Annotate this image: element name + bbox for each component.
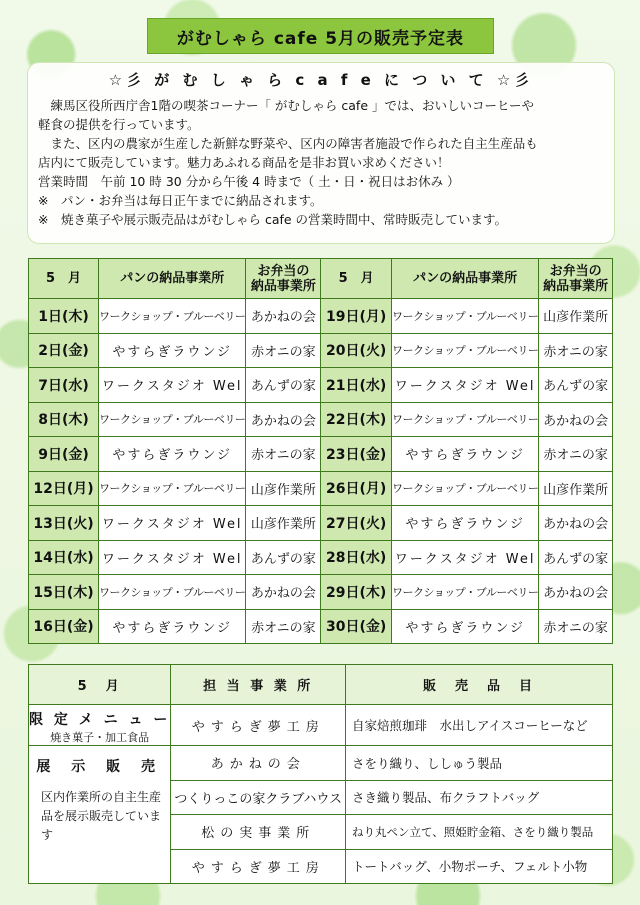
intro-line: 軽食の提供を行っています。	[38, 117, 200, 132]
office-cell: あかねの会	[171, 746, 346, 781]
bento-supplier-cell: あかねの会	[246, 299, 321, 334]
bread-supplier-cell: ワークスタジオ Wel	[391, 368, 538, 403]
bread-supplier-cell: ワークショップ・ブルーベリー	[99, 299, 246, 334]
intro-box	[27, 62, 615, 244]
items-cell: さき織り製品、布クラフトバッグ	[346, 780, 613, 815]
items-cell: さをり織り、ししゅう製品	[346, 746, 613, 781]
intro-line: 店内にて販売しています。魅力あふれる商品を是非お買い求めください！	[38, 155, 450, 170]
bento-supplier-cell: 山彦作業所	[246, 471, 321, 506]
bento-supplier-cell: 赤オニの家	[246, 609, 321, 644]
date-cell: 16日(金)	[29, 609, 99, 644]
date-cell: 15日(木)	[29, 575, 99, 610]
bread-supplier-cell: やすらぎラウンジ	[391, 437, 538, 472]
bento-supplier-cell: 赤オニの家	[539, 609, 613, 644]
date-cell: 9日(金)	[29, 437, 99, 472]
table-row	[29, 506, 613, 541]
table-row	[29, 746, 613, 781]
office-cell: 松の実事業所	[171, 815, 346, 850]
menu-header-row	[29, 665, 613, 705]
date-cell: 8日(木)	[29, 402, 99, 437]
bento-supplier-cell: 赤オニの家	[539, 333, 613, 368]
date-cell: 2日(金)	[29, 333, 99, 368]
table-row	[29, 705, 613, 746]
schedule-table	[28, 258, 613, 644]
bread-supplier-cell: ワークショップ・ブルーベリー	[99, 402, 246, 437]
menu-header-office: 担 当 事 業 所	[171, 665, 346, 705]
bento-supplier-cell: 赤オニの家	[246, 333, 321, 368]
bento-supplier-cell: 赤オニの家	[539, 437, 613, 472]
date-cell: 21日(水)	[321, 368, 392, 403]
bread-supplier-cell: やすらぎラウンジ	[99, 437, 246, 472]
table-row	[29, 575, 613, 610]
table-row	[29, 471, 613, 506]
date-cell: 23日(金)	[321, 437, 392, 472]
bento-supplier-cell: 山彦作業所	[246, 506, 321, 541]
limited-menu-label: 限 定 メ ニ ュ ー 焼き菓子・加工食品	[29, 705, 171, 746]
schedule-header-row	[29, 259, 613, 299]
items-cell: 自家焙煎珈琲 水出しアイスコーヒーなど	[346, 705, 613, 746]
bento-supplier-cell: あかねの会	[246, 575, 321, 610]
bento-supplier-cell: 山彦作業所	[539, 471, 613, 506]
intro-line: また、区内の農家が生産した新鮮な野菜や、区内の障害者施設で作られた自主生産品も	[50, 136, 538, 151]
bread-supplier-cell: ワークショップ・ブルーベリー	[391, 299, 538, 334]
bento-supplier-cell: あんずの家	[246, 540, 321, 575]
table-row	[29, 333, 613, 368]
header-month: 5 月	[29, 259, 99, 299]
menu-header-month: 5 月	[29, 665, 171, 705]
intro-heading: ☆彡 が む し ゃ ら c a f e に つ い て ☆彡	[108, 71, 534, 89]
bread-supplier-cell: ワークショップ・ブルーベリー	[99, 471, 246, 506]
bento-supplier-cell: 山彦作業所	[539, 299, 613, 334]
bento-supplier-cell: 赤オニの家	[246, 437, 321, 472]
table-row	[29, 609, 613, 644]
menu-header-items: 販 売 品 目	[346, 665, 613, 705]
date-cell: 1日(木)	[29, 299, 99, 334]
bento-supplier-cell: あかねの会	[246, 402, 321, 437]
bento-supplier-cell: あかねの会	[539, 575, 613, 610]
bread-supplier-cell: ワークスタジオ Wel	[99, 540, 246, 575]
bread-supplier-cell: やすらぎラウンジ	[391, 506, 538, 541]
header-bento: お弁当の 納品事業所	[246, 259, 321, 299]
bento-supplier-cell: あんずの家	[246, 368, 321, 403]
table-row	[29, 437, 613, 472]
bread-supplier-cell: ワークショップ・ブルーベリー	[99, 575, 246, 610]
office-cell: つくりっこの家クラブハウス	[171, 780, 346, 815]
page-title: がむしゃら cafe 5月の販売予定表	[147, 18, 494, 54]
bread-supplier-cell: ワークスタジオ Wel	[391, 540, 538, 575]
header-bread: パンの納品事業所	[99, 259, 246, 299]
bread-supplier-cell: ワークショップ・ブルーベリー	[391, 402, 538, 437]
bread-supplier-cell: やすらぎラウンジ	[99, 609, 246, 644]
date-cell: 14日(水)	[29, 540, 99, 575]
header-bento: お弁当の 納品事業所	[539, 259, 613, 299]
bread-supplier-cell: ワークスタジオ Wel	[99, 506, 246, 541]
date-cell: 29日(木)	[321, 575, 392, 610]
menu-table	[28, 664, 613, 884]
date-cell: 27日(火)	[321, 506, 392, 541]
header-bread: パンの納品事業所	[391, 259, 538, 299]
table-row	[29, 368, 613, 403]
intro-line: 練馬区役所西庁舎1階の喫茶コーナー「 がむしゃら cafe 」では、おいしいコーヒーや	[50, 98, 534, 113]
table-row	[29, 402, 613, 437]
header-month: 5 月	[321, 259, 392, 299]
bread-supplier-cell: やすらぎラウンジ	[391, 609, 538, 644]
date-cell: 28日(水)	[321, 540, 392, 575]
note-line: ※ パン・お弁当は毎日正午までに納品されます。	[38, 193, 323, 208]
exhibit-sale-label: 展 示 販 売 区内作業所の自主生産品を展示販売しています	[29, 746, 171, 884]
bread-supplier-cell: ワークショップ・ブルーベリー	[391, 575, 538, 610]
bento-supplier-cell: あかねの会	[539, 402, 613, 437]
date-cell: 12日(月)	[29, 471, 99, 506]
table-row	[29, 299, 613, 334]
items-cell: トートバッグ、小物ポーチ、フェルト小物	[346, 849, 613, 884]
bento-supplier-cell: あんずの家	[539, 540, 613, 575]
bento-supplier-cell: あんずの家	[539, 368, 613, 403]
bread-supplier-cell: やすらぎラウンジ	[99, 333, 246, 368]
note-line: ※ 焼き菓子や展示販売品はがむしゃら cafe の営業時間中、常時販売しています。	[38, 212, 508, 227]
table-row	[29, 540, 613, 575]
date-cell: 26日(月)	[321, 471, 392, 506]
date-cell: 7日(水)	[29, 368, 99, 403]
date-cell: 19日(月)	[321, 299, 392, 334]
items-cell: ねり丸ペン立て、照姫貯金箱、さをり織り製品	[346, 815, 613, 850]
bread-supplier-cell: ワークショップ・ブルーベリー	[391, 471, 538, 506]
date-cell: 30日(金)	[321, 609, 392, 644]
business-hours: 営業時間 午前 10 時 30 分から午後 4 時まで（ 土・日・祝日はお休み ）	[38, 174, 460, 189]
date-cell: 20日(火)	[321, 333, 392, 368]
bento-supplier-cell: あかねの会	[539, 506, 613, 541]
office-cell: やすらぎ夢工房	[171, 705, 346, 746]
office-cell: やすらぎ夢工房	[171, 849, 346, 884]
date-cell: 22日(木)	[321, 402, 392, 437]
bread-supplier-cell: ワークスタジオ Wel	[99, 368, 246, 403]
bread-supplier-cell: ワークショップ・ブルーベリー	[391, 333, 538, 368]
date-cell: 13日(火)	[29, 506, 99, 541]
